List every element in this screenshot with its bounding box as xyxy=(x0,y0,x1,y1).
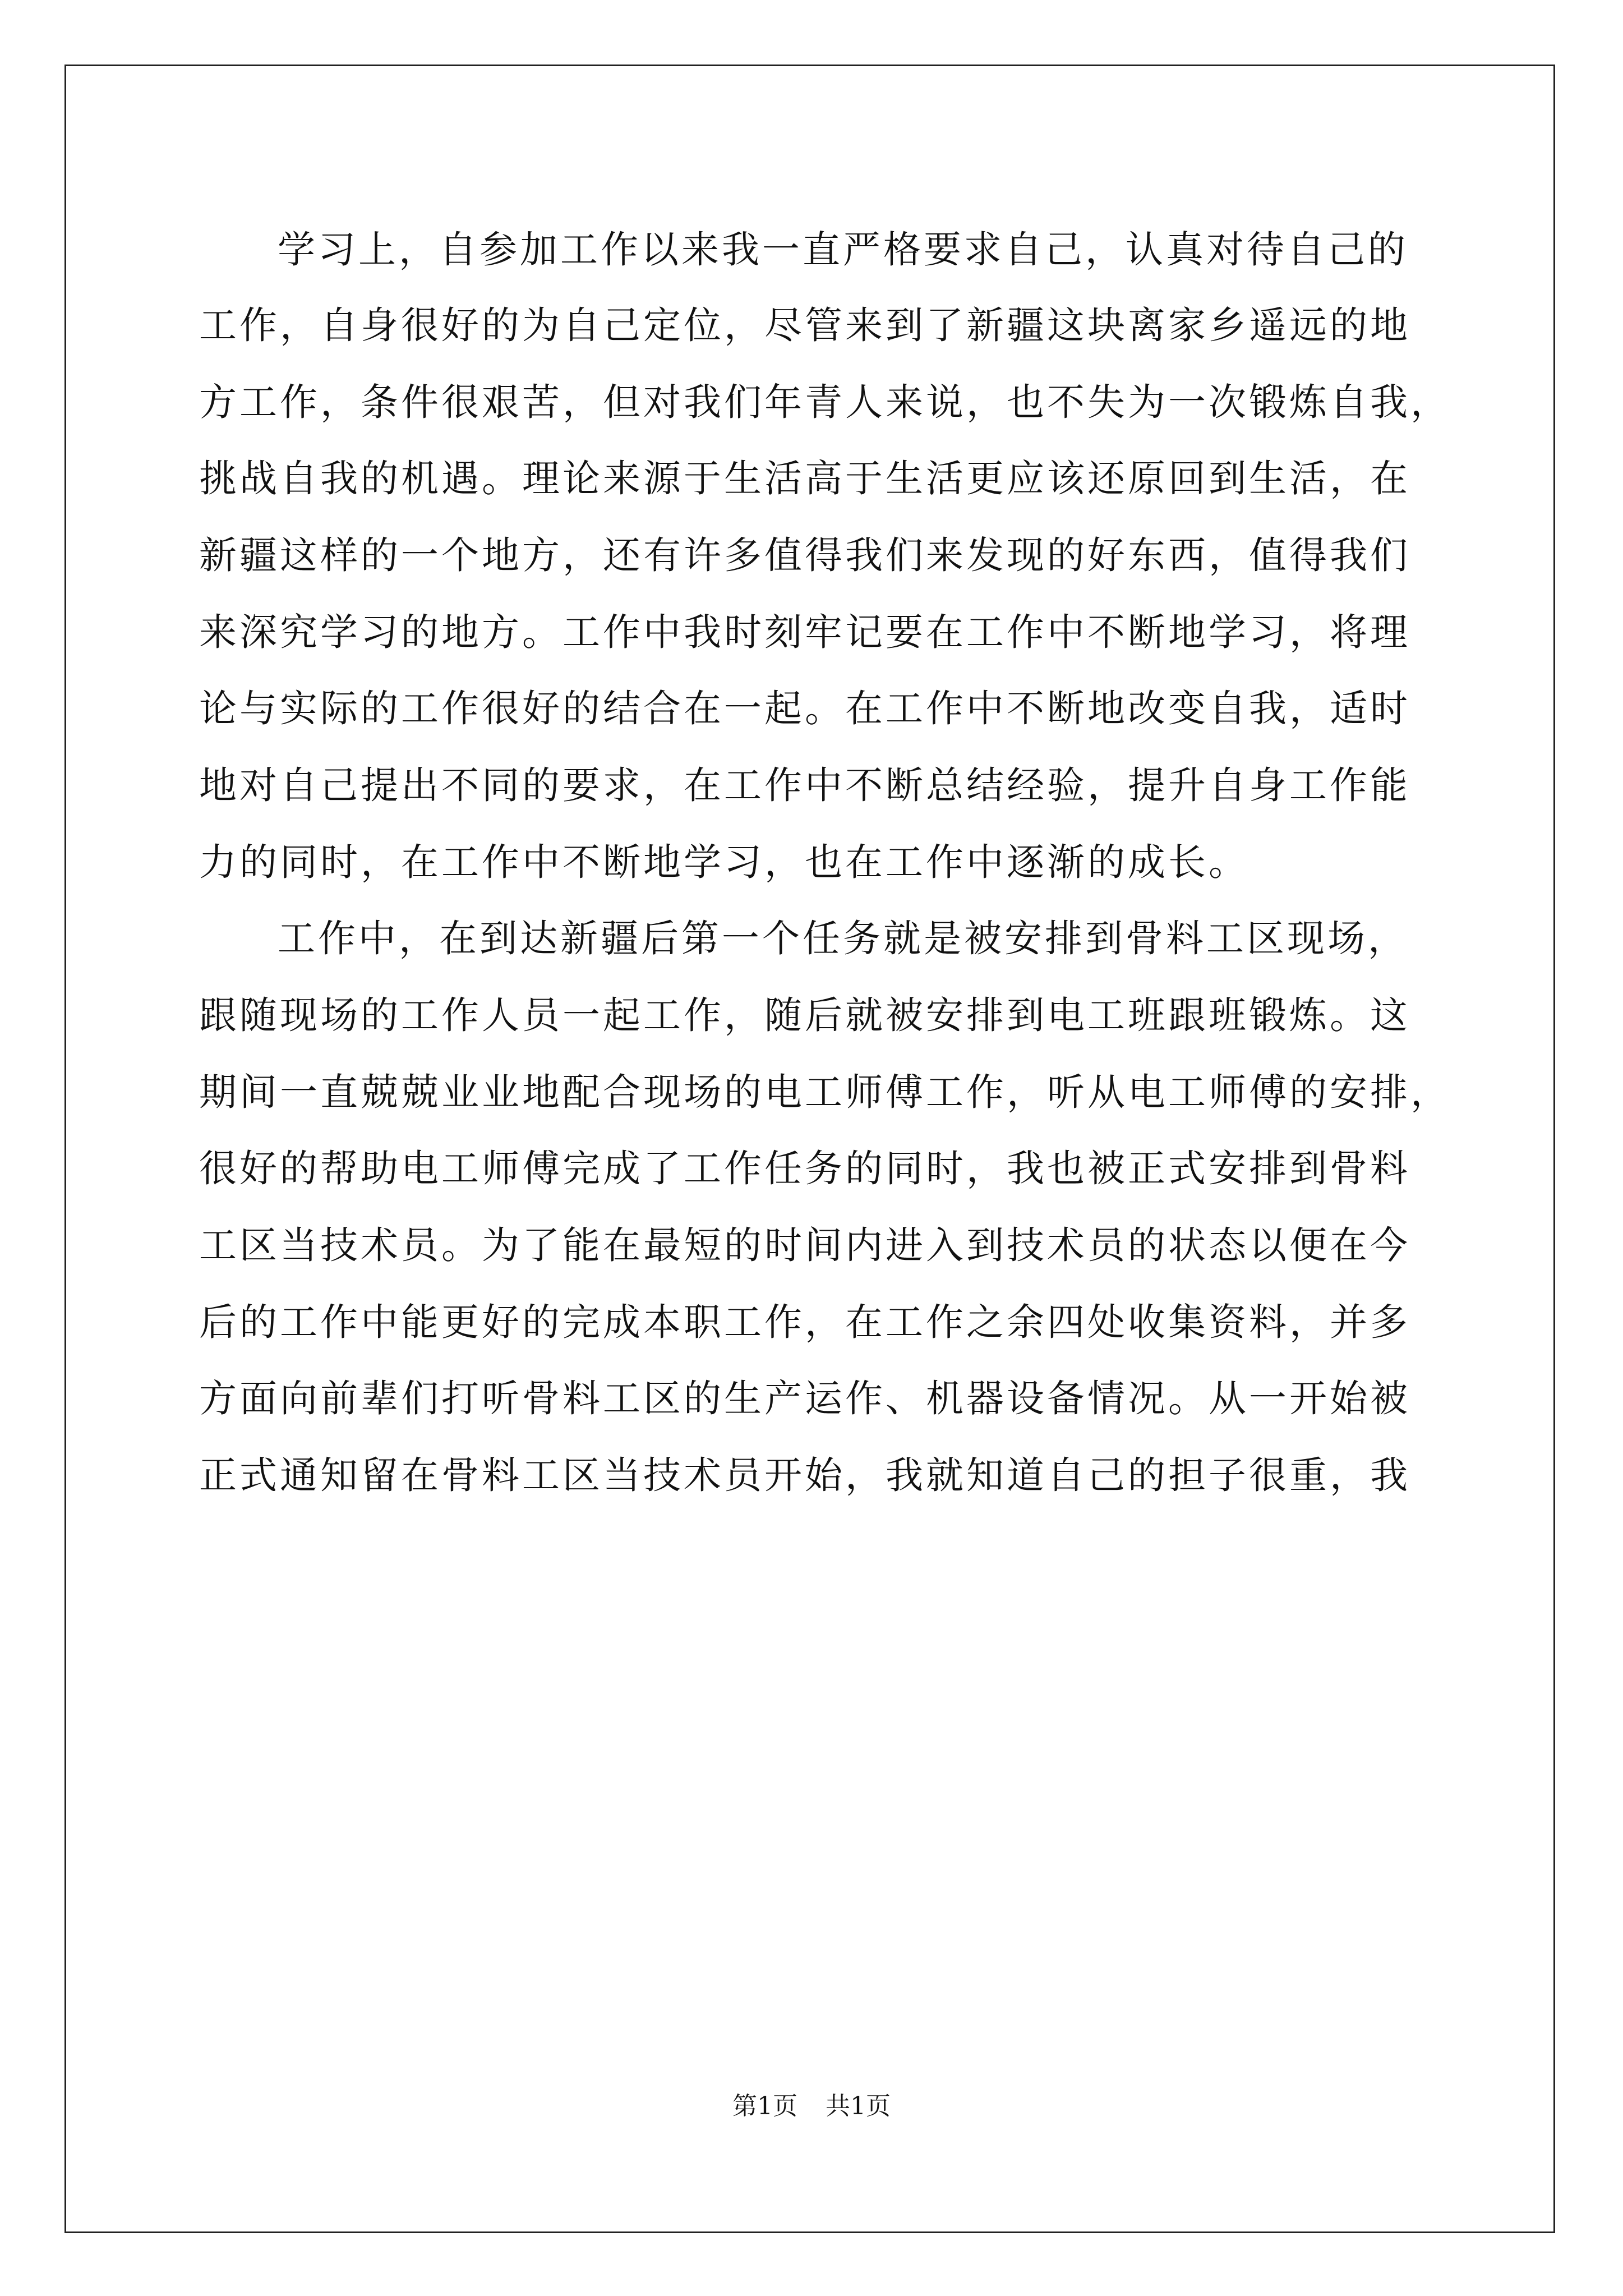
paragraph-1-line-5: 新疆这样的一个地方，还有许多值得我们来发现的好东西，值得我们 xyxy=(199,533,1410,577)
page-total: 共1页 xyxy=(826,2092,891,2120)
paragraph-2-line-4: 很好的帮助电工师傅完成了工作任务的同时，我也被正式安排到骨料 xyxy=(199,1147,1410,1190)
paragraph-2-line-8: 正式通知留在骨料工区当技术员开始，我就知道自己的担子很重，我 xyxy=(199,1453,1410,1497)
page-footer xyxy=(0,2090,1623,2123)
paragraph-2-line-1: 工作中，在到达新疆后第一个任务就是被安排到骨料工区现场， xyxy=(278,917,1408,960)
paragraph-1-line-2: 工作，自身很好的为自己定位，尽管来到了新疆这块离家乡遥远的地 xyxy=(199,303,1410,347)
paragraph-2-line-5: 工区当技术员。为了能在最短的时间内进入到技术员的状态以便在今 xyxy=(199,1223,1410,1267)
paragraph-1-line-9: 力的同时，在工作中不断地学习，也在工作中逐渐的成长。 xyxy=(199,840,1249,884)
page-number: 第1页 xyxy=(732,2092,797,2120)
paragraph-2-line-3: 期间一直兢兢业业地配合现场的电工师傅工作，听从电工师傅的安排， xyxy=(199,1070,1451,1114)
paragraph-1-line-3: 方工作，条件很艰苦，但对我们年青人来说，也不失为一次锻炼自我， xyxy=(199,380,1451,424)
paragraph-1-line-7: 论与实际的工作很好的结合在一起。在工作中不断地改变自我，适时 xyxy=(199,687,1410,730)
paragraph-2-line-7: 方面向前辈们打听骨料工区的生产运作、机器设备情况。从一开始被 xyxy=(199,1377,1410,1420)
paragraph-2-line-6: 后的工作中能更好的完成本职工作，在工作之余四处收集资料，并多 xyxy=(199,1300,1410,1344)
paragraph-1-line-8: 地对自己提出不同的要求，在工作中不断总结经验，提升自身工作能 xyxy=(199,763,1410,807)
paragraph-1-line-1: 学习上，自参加工作以来我一直严格要求自己，认真对待自己的 xyxy=(278,228,1408,272)
paragraph-1-line-6: 来深究学习的地方。工作中我时刻牢记要在工作中不断地学习，将理 xyxy=(199,610,1410,654)
paragraph-2-line-2: 跟随现场的工作人员一起工作，随后就被安排到电工班跟班锻炼。这 xyxy=(199,993,1410,1037)
paragraph-1-line-4: 挑战自我的机遇。理论来源于生活高于生活更应该还原回到生活，在 xyxy=(199,457,1410,500)
